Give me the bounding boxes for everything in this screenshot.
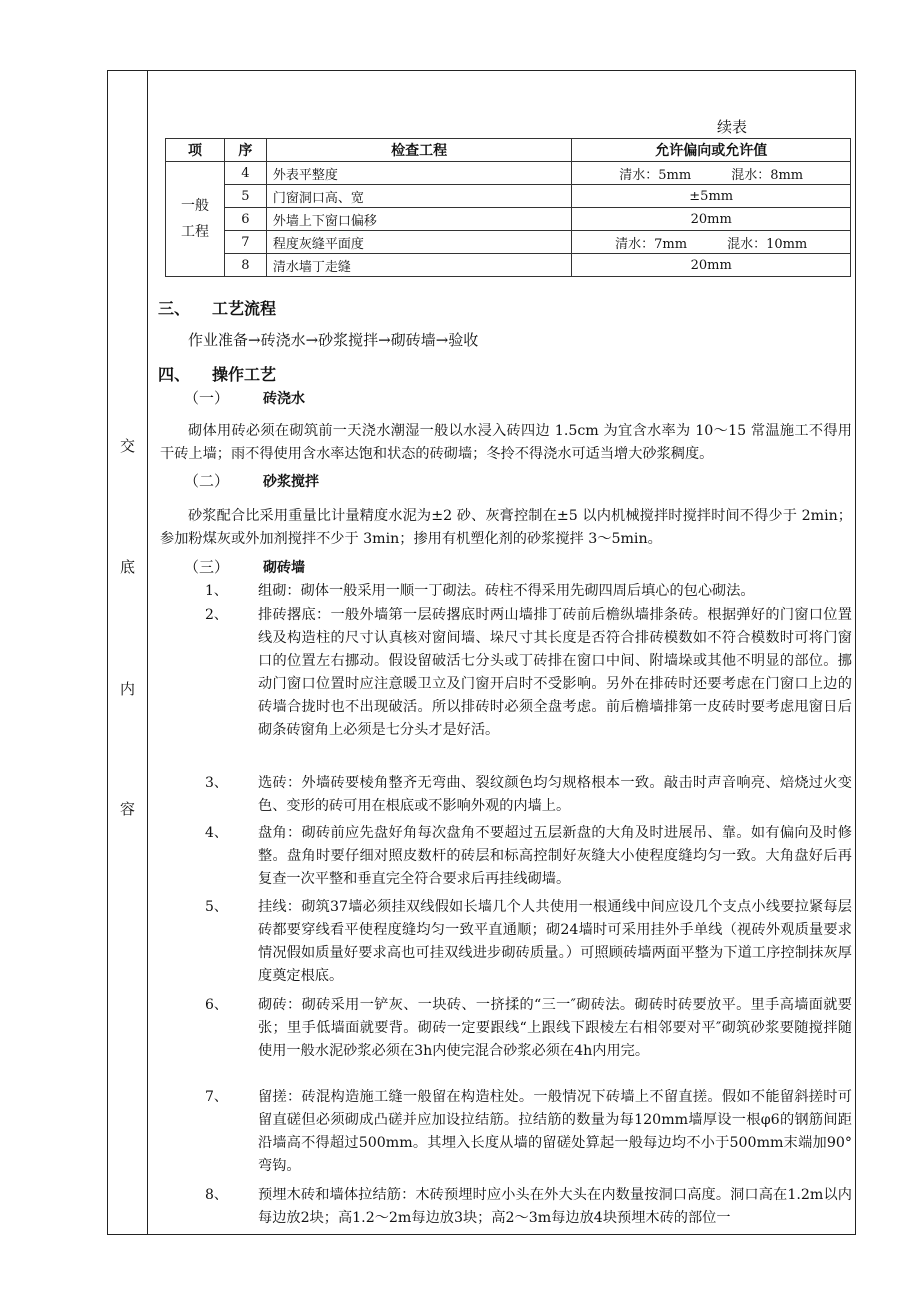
row-item: 清水墙丁走缝 xyxy=(266,254,572,277)
table-row xyxy=(166,208,851,231)
item-number: 2、 xyxy=(205,607,228,623)
header-cell: 项 xyxy=(166,139,225,162)
section-title: 操作工艺 xyxy=(212,365,277,384)
subsection-heading xyxy=(184,470,319,494)
table-row xyxy=(166,162,851,185)
section-heading xyxy=(158,297,276,320)
left-label-char: 容 xyxy=(119,800,135,818)
table-row xyxy=(166,231,851,254)
left-label-column xyxy=(107,70,148,1235)
section-heading xyxy=(158,363,276,386)
item-number: 3、 xyxy=(205,775,228,791)
paragraph: 砂浆配合比采用重量比计量精度水泥为±2 砂、灰膏控制在±5 以内机械搅拌时搅拌时间不得少于 2min；参加粉煤灰或外加剂搅拌不少于 3min；掺用有机塑化剂的砂浆搅拌 3～5min。 xyxy=(160,508,852,547)
subsection-heading xyxy=(184,556,305,580)
row-value xyxy=(572,162,851,185)
header-cell: 检查工程 xyxy=(266,139,572,162)
row-value: 20mm xyxy=(572,254,851,277)
item-number: 1、 xyxy=(205,583,228,599)
subsection-title: 砖浇水 xyxy=(263,391,306,407)
list-item: 选砖：外墙砖要棱角整齐无弯曲、裂纹颜色均匀规格根本一致。敲击时声音响亮、焙烧过火变色、变形的砖可用在根底或不影响外观的内墙上。 xyxy=(258,775,852,814)
section-title: 工艺流程 xyxy=(212,299,277,318)
item-number: 7、 xyxy=(205,1089,228,1105)
value-b: 混水：10mm xyxy=(727,236,808,252)
group-label-line: 工程 xyxy=(180,224,209,240)
item-number: 6、 xyxy=(205,997,228,1013)
list-item: 组砌：砌体一般采用一顺一丁砌法。砖柱不得采用先砌四周后填心的包心砌法。 xyxy=(258,583,755,599)
subsection-number: （一） xyxy=(184,389,230,407)
list-item: 预埋木砖和墙体拉结筋：木砖预埋时应小头在外大头在内数量按洞口高度。洞口高在1.2m以内每边放2块；高1.2～2m每边放3块；高2～3m每边放4块预埋木砖的部位一 xyxy=(258,1187,852,1226)
table-row xyxy=(166,254,851,277)
row-value xyxy=(572,231,851,254)
group-label xyxy=(166,162,225,277)
process-flow: 作业准备→砖浇水→砂浆搅拌→砌砖墙→验收 xyxy=(188,331,479,349)
item-number: 4、 xyxy=(205,825,228,841)
value-b: 混水：8mm xyxy=(731,167,804,183)
header-cell: 序 xyxy=(224,139,266,162)
left-label-char: 底 xyxy=(119,558,135,576)
inspection-table xyxy=(165,138,851,277)
value-a: 清水：5mm xyxy=(619,167,692,183)
row-number: 5 xyxy=(224,185,266,208)
row-item: 门窗洞口高、宽 xyxy=(266,185,572,208)
row-item: 外墙上下窗口偏移 xyxy=(266,208,572,231)
row-number: 7 xyxy=(224,231,266,254)
section-number: 三、 xyxy=(158,299,191,318)
list-item: 排砖撂底：一般外墙第一层砖撂底时两山墙排丁砖前后檐纵墙排条砖。根据弹好的门窗口位置线及构造柱的尺寸认真核对窗间墙、垛尺寸其长度是否符合排砖模数如不符合模数时可将门窗口的位置左右挪动。假设留破活七分头或丁砖排在窗口中间、附墙垛或其他不明显的部位。挪动门窗口位置时应注意暖卫立及门窗开启时不受影响。另外在排砖时还要考虑在门窗口上边的砖墙合拢时也不出现破活。所以排砖时必须全盘考虑。前后檐墙排第一皮砖时要考虑甩窗日后砌条砖窗角上必须是七分头才是好活。 xyxy=(258,607,852,738)
subsection-heading xyxy=(184,387,305,411)
row-number: 6 xyxy=(224,208,266,231)
continued-label: 续表 xyxy=(717,118,748,136)
subsection-number: （三） xyxy=(184,558,230,576)
row-number: 4 xyxy=(224,162,266,185)
list-item: 留搓：砖混构造施工缝一般留在构造柱处。一般情况下砖墙上不留直搓。假如不能留斜搓时可留直磋但必须砌成凸磋并应加设拉结筋。拉结筋的数量为每120mm墙厚设一根φ6的钢筋间距沿墙高不得超过500mm。其埋入长度从墙的留磋处算起一般每边均不小于500mm末端加90°弯钩。 xyxy=(258,1089,852,1174)
section-number: 四、 xyxy=(158,365,191,384)
value-a: 清水：7mm xyxy=(615,236,688,252)
group-label-line: 一般 xyxy=(180,198,209,214)
row-number: 8 xyxy=(224,254,266,277)
left-label-char: 内 xyxy=(119,680,135,698)
left-label-char: 交 xyxy=(119,437,135,455)
row-value: ±5mm xyxy=(572,185,851,208)
item-number: 5、 xyxy=(205,899,228,915)
subsection-title: 砂浆搅拌 xyxy=(263,474,320,490)
paragraph: 砌体用砖必须在砌筑前一天浇水潮湿一般以水浸入砖四边 1.5cm 为宜含水率为 10～15 常温施工不得用干砖上墙；雨不得使用含水率达饱和状态的砖砌墙；冬拎不得浇水可适当增大砂浆稠度。 xyxy=(160,423,852,462)
row-item: 程度灰缝平面度 xyxy=(266,231,572,254)
list-item: 盘角：砌砖前应先盘好角每次盘角不要超过五层新盘的大角及时进展吊、靠。如有偏向及时修整。盘角时要仔细对照皮数杆的砖层和标高控制好灰缝大小使程度缝均匀一致。大角盘好后再复查一次平整和垂直完全符合要求后再挂线砌墙。 xyxy=(258,825,852,887)
row-item: 外表平整度 xyxy=(266,162,572,185)
header-cell: 允许偏向或允许值 xyxy=(572,139,851,162)
list-item: 挂线：砌筑37墙必须挂双线假如长墙几个人共使用一根通线中间应设几个支点小线要拉紧每层砖都要穿线看平使程度缝均匀一致平直通顺；砌24墙时可采用挂外手单线（视砖外观质量要求情况假如质量好要求高也可挂双线进步砌砖质量。）可照顾砖墙两面平整为下道工序控制抹灰厚度奠定根底。 xyxy=(258,899,852,984)
row-value: 20mm xyxy=(572,208,851,231)
table-row xyxy=(166,185,851,208)
subsection-title: 砌砖墙 xyxy=(263,560,306,576)
subsection-number: （二） xyxy=(184,472,230,490)
table-header-row xyxy=(166,139,851,162)
item-number: 8、 xyxy=(205,1187,228,1203)
list-item: 砌砖：砌砖采用一铲灰、一块砖、一挤揉的“三一″砌砖法。砌砖时砖要放平。里手高墙面就要张；里手低墙面就要背。砌砖一定要跟线“上跟线下跟棱左右相邻要对平″砌筑砂浆要随搅拌随使用一般水泥砂浆必须在3h内使完混合砂浆必须在4h内用完。 xyxy=(258,997,852,1059)
